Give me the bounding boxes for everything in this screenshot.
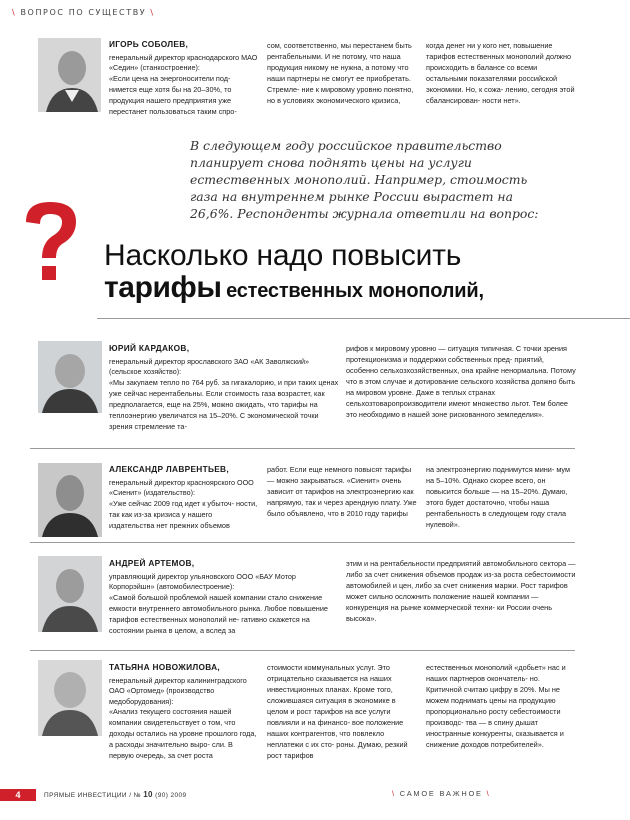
portrait-icon [38, 463, 102, 537]
novozhilova-quote-col3: естественных монополий «добьет» нас и наших партнеров окончатель- но. Критичной считаю цифру в 20%. Мы не можем поднимать цены на продукцию пропорционально росту себестоимости производс- тва — в спину дышат иностранные конкуренты, сказывается и снижение доходов потребителей». [426, 663, 566, 749]
lavrentyev-role: генеральный директор красноярского ООО «Сиенит» (издательство): [109, 477, 254, 498]
issue-label: № [133, 792, 141, 799]
portrait-icon [38, 660, 102, 736]
novozhilova-name: ТАТЬЯНА НОВОЖИЛОВА, [109, 662, 220, 672]
artemov-quote-col2: этим и на рентабельности предприятий автомобильного сектора — либо за счет снижения объемов продаж из-за роста себестоимости автомобилей и цен, либо за счет снижения маржи. Рост тарифов может сильно осложнить положение нашей компании — конкуренция на рынке коммерческой техни- ки России очень высока». [346, 559, 576, 623]
novozhilova-quote-col2: стоимости коммунальных услуг. Это отрицательно сказывается на наших инвестиционных планах. Кроме того, сложившаяся ситуация в экономике в целом и рост тарифов на все услуги повлияли и на финансо- вое положение наших контрагентов, что повлекло неплатежи с их сто- роны. Думаю, резкий рост тарифов [267, 663, 408, 760]
intro-text: В следующем году российское правительство планирует снова поднять цены на услуги естественных монополий. Например, стоимость газа на внутреннем рынке России вырастет на 26,6%. Респонденты журнала ответили на вопрос: [190, 138, 539, 222]
sobolev-quote-col2: сом, соответственно, мы перестанем быть рентабельными. И не потому, что наша продукция никому не нужна, а потому что наши партнеры не смогут ее приобретать. Стремле- ние к мировому уровню понятно, но в условиях экономического кризиса, [267, 41, 414, 105]
sobolev-quote-col3: когда денег ни у кого нет, повышение тарифов естественных монополий должно происходить в балансе со всеми остальными показателями российской экономики. Но, к сожа- лению, сегодня этой сбалансирован- ности нет». [426, 41, 575, 105]
footer-magazine: ПРЯМЫЕ ИНВЕСТИЦИИ / № 10 (90) 2009 [44, 790, 187, 799]
sobolev-name: ИГОРЬ СОБОЛЕВ, [109, 39, 189, 49]
novozhilova-photo [38, 660, 102, 736]
issue-year: 2009 [170, 792, 187, 799]
lavrentyev-name: АЛЕКСАНДР ЛАВРЕНТЬЕВ, [109, 464, 229, 474]
issue-number: 10 [143, 790, 153, 799]
lavrentyev-quote-col1: «Уже сейчас 2009 год идет к убыточ- ности, так как из-за кризиса у нашего издательства нет прежних объемов [109, 498, 258, 530]
sobolev-role: генеральный директор краснодарского МАО «Седин» (станкостроение): [109, 52, 258, 73]
page-number: 4 [0, 789, 36, 801]
novozhilova-quote-col1: «Анализ текущего состояния нашей компании свидетельствует о том, что доходы остались на уровне прошлого года, а расходы значительно выро- сли. В первую очередь, за счет роста [109, 707, 257, 761]
portrait-icon [38, 38, 101, 112]
lavrentyev-photo [38, 463, 102, 537]
rubric-label: ВОПРОС ПО СУЩЕСТВУ [20, 8, 147, 17]
artemov-quote-col1: «Самой большой проблемой нашей компании стало снижение емкости внутреннего автомобильного рынка. Любое повышение тарифов естественных монополий не- гативно скажется на состоянии рынка в целом, а вслед за [109, 592, 328, 635]
lavrentyev-quote-col3: на электроэнергию поднимутся мини- мум на 5–10%. Однако скорее всего, он повысится больше — на 15–20%. Думаю, этого будет достаточно, чтобы наша рентабельность в следующем году стала нулевой». [426, 465, 571, 529]
divider [30, 650, 575, 651]
headline-line2-bold: тарифы [104, 271, 222, 304]
sobolev-quote-col1: «Если цена на энергоносители под- нимется еще хотя бы на 20–30%, то продукция нашего предприятия уже перестанет пользоваться таким спро- [109, 73, 237, 116]
portrait-icon [38, 341, 102, 413]
lavrentyev-quote-col2: работ. Если еще немного повысят тарифы — можно закрываться. «Сиенит» очень зависит от тарифов на электроэнергию как напрямую, так и через арендную плату. Уже было объявлено, что в 2010 году тарифы [267, 465, 417, 518]
issue-total: (90) [155, 792, 169, 799]
portrait-icon [38, 556, 102, 632]
headline-line2-rest: естественных монополий, [226, 280, 484, 302]
headline [104, 241, 484, 305]
artemov-role: управляющий директор ульяновского ООО «БАУ Мотор Корпорэйшн» (автомобилестроение): [109, 571, 296, 592]
novozhilova-role: генеральный директор калининградского ОАО «Ортомед» (производство медоборудования): [109, 675, 247, 706]
headline-line1: Насколько надо повысить [104, 239, 462, 272]
kardakov-role: генеральный директор ярославского ЗАО «АК Заволжский» (сельское хозяйство): [109, 356, 310, 377]
divider [97, 318, 630, 319]
artemov-name: АНДРЕЙ АРТЕМОВ, [109, 558, 195, 568]
footer-section: \ САМОЕ ВАЖНОЕ \ [392, 789, 491, 798]
sobolev-photo [38, 38, 101, 112]
magazine-name: ПРЯМЫЕ ИНВЕСТИЦИИ [44, 792, 127, 799]
kardakov-quote-col1: «Мы закупаем тепло по 764 руб. за гигакалорию, и при таких ценах уже сейчас нерентабельны. Если стоимость газа возрастет, как предполагается, еще на 25%, можно ожидать, что тарифы на теплоэнергию увеличатся на 15–20%. С экономической точки зрения стремление та- [109, 377, 339, 431]
artemov-photo [38, 556, 102, 632]
section-label: САМОЕ ВАЖНОЕ [399, 789, 483, 798]
divider [30, 542, 575, 543]
question-mark-icon [18, 198, 82, 288]
kardakov-photo [38, 341, 102, 413]
divider [30, 448, 575, 449]
rubric: \ ВОПРОС ПО СУЩЕСТВУ \ [12, 8, 155, 17]
kardakov-name: ЮРИЙ КАРДАКОВ, [109, 343, 190, 353]
kardakov-quote-col2: рифов к мировому уровню — ситуация типичная. С точки зрения протекционизма и поддержки собственных пред- приятий, особенно сельхозхозяйственных, она крайне ненормальна. Потому что в этом случае и дотирование сельского хозяйства должно быть на мировом уровне. Даже в теплых странах сельхозтоваропроизводители имеют множество льгот. Тем более это необходимо в нашей зоне рискованного земледелия». [346, 344, 576, 419]
